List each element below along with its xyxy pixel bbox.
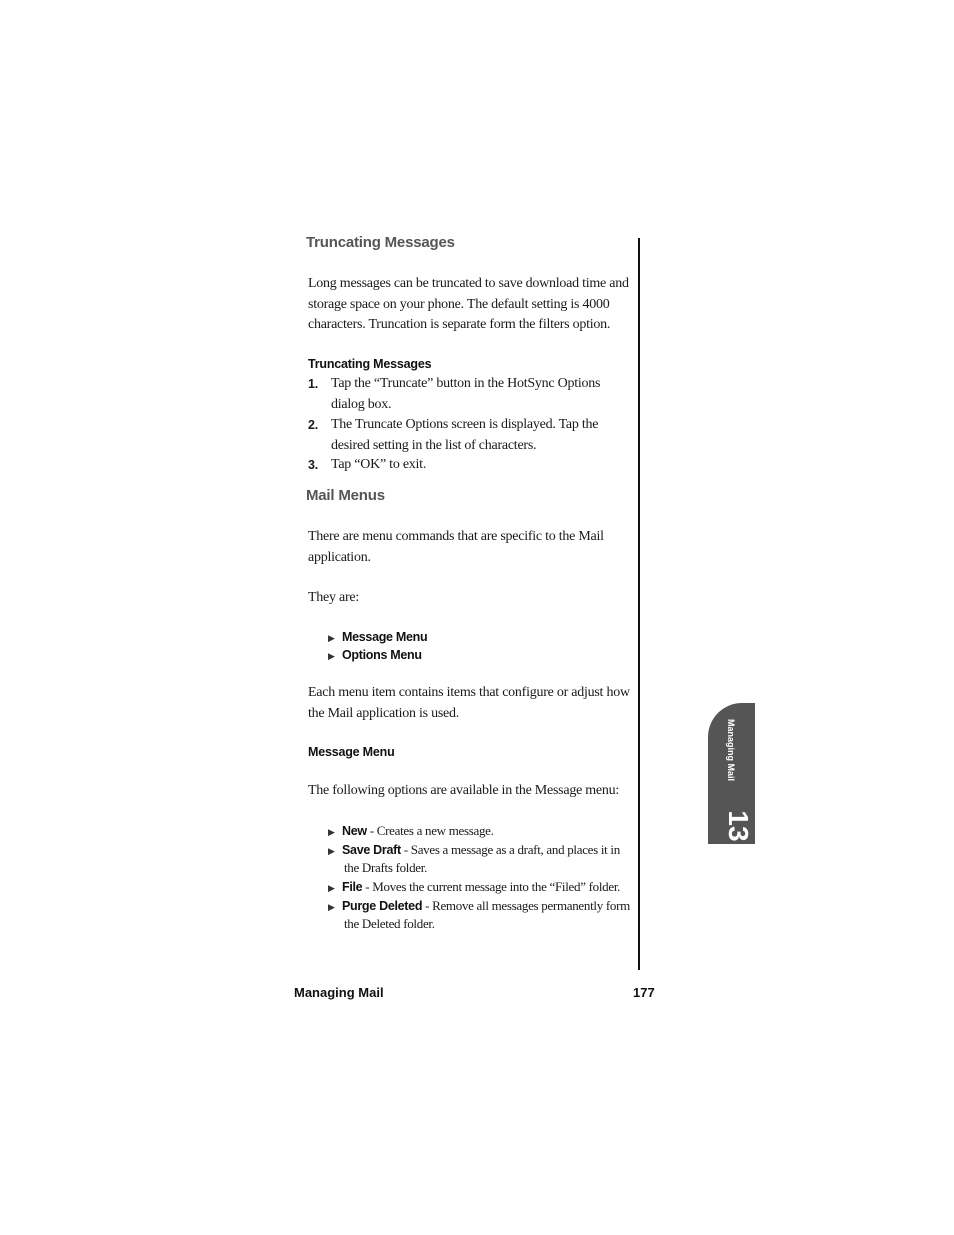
triangle-bullet-icon: ▶ bbox=[328, 827, 335, 837]
subheading-truncating: Truncating Messages bbox=[308, 357, 432, 371]
chapter-tab-label: Managing Mail bbox=[726, 718, 736, 782]
vertical-divider bbox=[638, 238, 640, 970]
menu-name: Message Menu bbox=[342, 630, 428, 644]
option-term: Purge Deleted bbox=[342, 899, 423, 913]
triangle-bullet-icon: ▶ bbox=[328, 633, 335, 643]
following-text: The following options are available in the Message menu: bbox=[308, 783, 620, 798]
option-desc-cont: the Deleted folder. bbox=[344, 916, 435, 931]
option-term: Save Draft bbox=[342, 843, 401, 857]
option-desc-cont: the Drafts folder. bbox=[344, 860, 428, 875]
triangle-bullet-icon: ▶ bbox=[328, 651, 335, 661]
option-desc: - Moves the current message into the “Filed” folder. bbox=[362, 879, 621, 894]
option-term: New bbox=[342, 824, 367, 838]
step-number: 3. bbox=[308, 458, 318, 472]
footer-title: Managing Mail bbox=[294, 985, 384, 1000]
step-number: 1. bbox=[308, 377, 318, 391]
step-text: Tap “OK” to exit. bbox=[331, 457, 427, 472]
truncating-intro: Long messages can be truncated to save download time and storage space on your phone. The default setting is 4000 characters. Truncation is separate form the filters option. bbox=[308, 276, 629, 332]
section-heading-mail-menus: Mail Menus bbox=[306, 487, 385, 504]
option-term: File bbox=[342, 880, 363, 894]
page-number: 177 bbox=[633, 985, 655, 1000]
triangle-bullet-icon: ▶ bbox=[328, 883, 335, 893]
section-heading-truncating: Truncating Messages bbox=[306, 234, 455, 251]
option-desc: - Remove all messages permanently form bbox=[422, 898, 630, 913]
triangle-bullet-icon: ▶ bbox=[328, 846, 335, 856]
triangle-bullet-icon: ▶ bbox=[328, 902, 335, 912]
they-are-text: They are: bbox=[308, 590, 359, 605]
step-text: The Truncate Options screen is displayed. Tap the desired setting in the list of characters. bbox=[331, 417, 599, 453]
mail-menus-intro: There are menu commands that are specific to the Mail application. bbox=[308, 529, 604, 565]
each-item-text: Each menu item contains items that configure or adjust how the Mail application is used. bbox=[308, 685, 630, 721]
step-text: Tap the “Truncate” button in the HotSync Options dialog box. bbox=[331, 376, 601, 412]
option-desc: - Saves a message as a draft, and places it in bbox=[400, 842, 620, 857]
option-desc: - Creates a new message. bbox=[366, 823, 494, 838]
menu-name: Options Menu bbox=[342, 648, 422, 662]
chapter-number: 13 bbox=[723, 810, 754, 842]
step-number: 2. bbox=[308, 418, 318, 432]
subheading-message-menu: Message Menu bbox=[308, 745, 395, 759]
